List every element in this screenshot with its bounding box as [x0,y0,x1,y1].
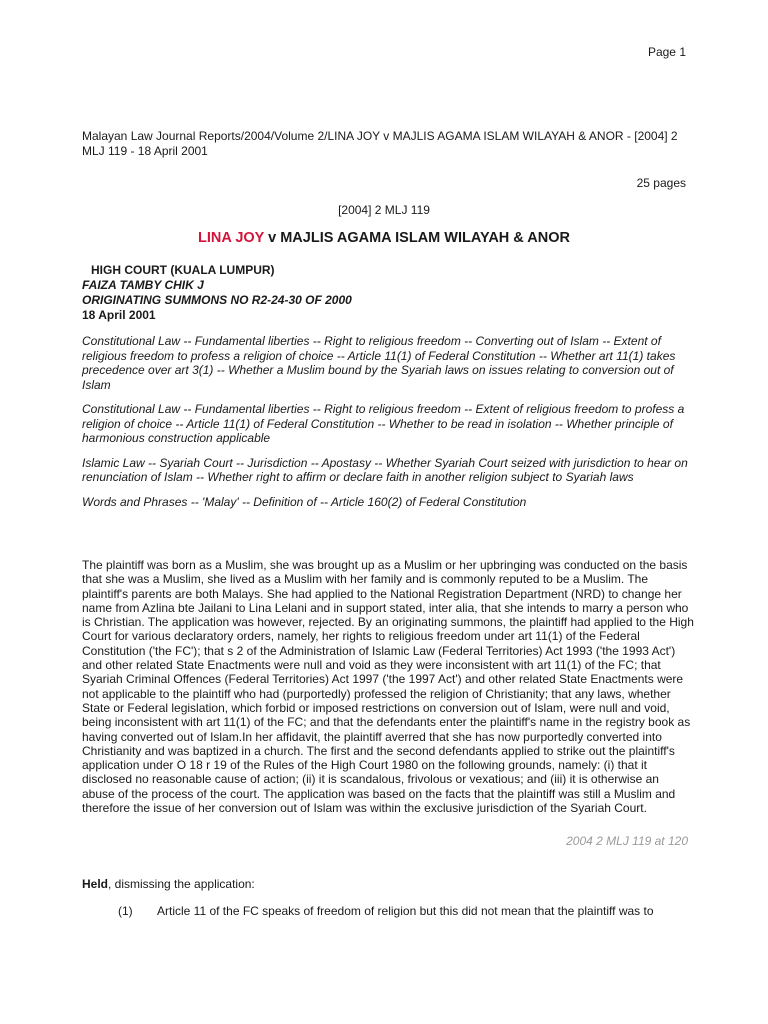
decision-date: 18 April 2001 [82,308,156,322]
case-party-plaintiff: LINA JOY [198,230,265,246]
page-count: 25 pages [636,176,686,190]
catchwords [82,334,694,519]
page-number: Page 1 [647,45,686,59]
case-summary: The plaintiff was born as a Muslim, she was brought up as a Muslim or her upbringing was conducted on the basis that she was a Muslim, she lived as a Muslim with her family and is commonly reputed to be a Muslim. The plaintiff's parents are both Malays. She had applied to the National Registration Department (NRD) to change her name from Azlina bte Jailani to Lina Lelani and in support stated, inter alia, that she intends to marry a person who is Christian. The application was however, rejected. By an originating summons, the plaintiff had applied to the High Court for various declaratory orders, namely, her rights to religious freedom under art 11(1) of the Federal Constitution ('the FC'); that s 2 of the Administration of Islamic Law (Federal Territories) Act 1993 ('the 1993 Act') and other related State Enactments were null and void as they were inconsistent with art 11(1) of the FC; that Syariah Criminal Offences (Federal Territories) Act 1997 ('the 1997 Act') and other related State Enactments were not applicable to the plaintiff who had (purportedly) professed the religion of Christianity; that any laws, whether State or Federal legislation, which forbid or imposed restrictions on conversion out of Islam, were null and void, being inconsistent with art 11(1) of the FC; and that the defendants enter the plaintiff's name in the registry book as having converted out of Islam.In her affidavit, the plaintiff averred that she has now purportedly converted into Christianity and was baptized in a church. The first and the second defendants applied to strike out the plaintiff's application under O 18 r 19 of the Rules of the High Court 1980 on the following grounds, namely: (i) that it disclosed no reasonable cause of action; (ii) it is scandalous, frivolous or vexatious; and (iii) it is otherwise an abuse of the process of the court. The application was based on the facts that the plaintiff was still a Muslim and therefore the issue of her conversion out of Islam was within the exclusive jurisdiction of the Syariah Court. [82,558,694,816]
held-line [82,877,255,891]
catchword-paragraph: Words and Phrases -- 'Malay' -- Definition of -- Article 160(2) of Federal Constitution [82,494,527,509]
case-versus: v [264,230,281,246]
holding-number: (1) [118,904,133,918]
holding-text: Article 11 of the FC speaks of freedom of religion but this did not mean that the plaintiff was to [157,904,654,918]
court-name: HIGH COURT (KUALA LUMPUR) [91,263,275,277]
holding-item [118,904,698,918]
case-title [0,230,768,246]
source-line: Malayan Law Journal Reports/2004/Volume 2/LINA JOY v MAJLIS AGAMA ISLAM WILAYAH & ANOR - [2004] 2 MLJ 119 - 18 April 2001 [82,129,678,158]
proceeding-number: ORIGINATING SUMMONS NO R2-24-30 OF 2000 [82,293,352,307]
catchword-paragraph: Constitutional Law -- Fundamental liberties -- Right to religious freedom -- Extent of religious freedom to profess a religion of choice -- Article 11(1) of Federal Constitution -- Whether to be read in isolation -- Whether principle of harmonious construction applicable [82,402,685,445]
held-text: , dismissing the application: [108,877,255,891]
catchword-paragraph: Islamic Law -- Syariah Court -- Jurisdiction -- Apostasy -- Whether Syariah Court seized with jurisdiction to hear on renunciation of Islam -- Whether right to affirm or declare faith in another religion subject to Syariah laws [82,455,688,484]
held-label: Held [82,877,109,891]
court-block [82,263,352,323]
catchword-paragraph: Constitutional Law -- Fundamental liberties -- Right to religious freedom -- Converting out of Islam -- Extent of religious freedom to profess a religion of choice -- Article 11(1) of Federal Constitution -- Whether art 11(1) takes precedence over art 3(1) -- Whether a Muslim bound by the Syariah laws on issues relating to conversion out of Islam [82,334,676,392]
page-marker: 2004 2 MLJ 119 at 120 [566,834,688,848]
citation: [2004] 2 MLJ 119 [338,203,430,217]
case-party-defendant: MAJLIS AGAMA ISLAM WILAYAH & ANOR [280,230,570,246]
judge-name: FAIZA TAMBY CHIK J [82,278,204,292]
